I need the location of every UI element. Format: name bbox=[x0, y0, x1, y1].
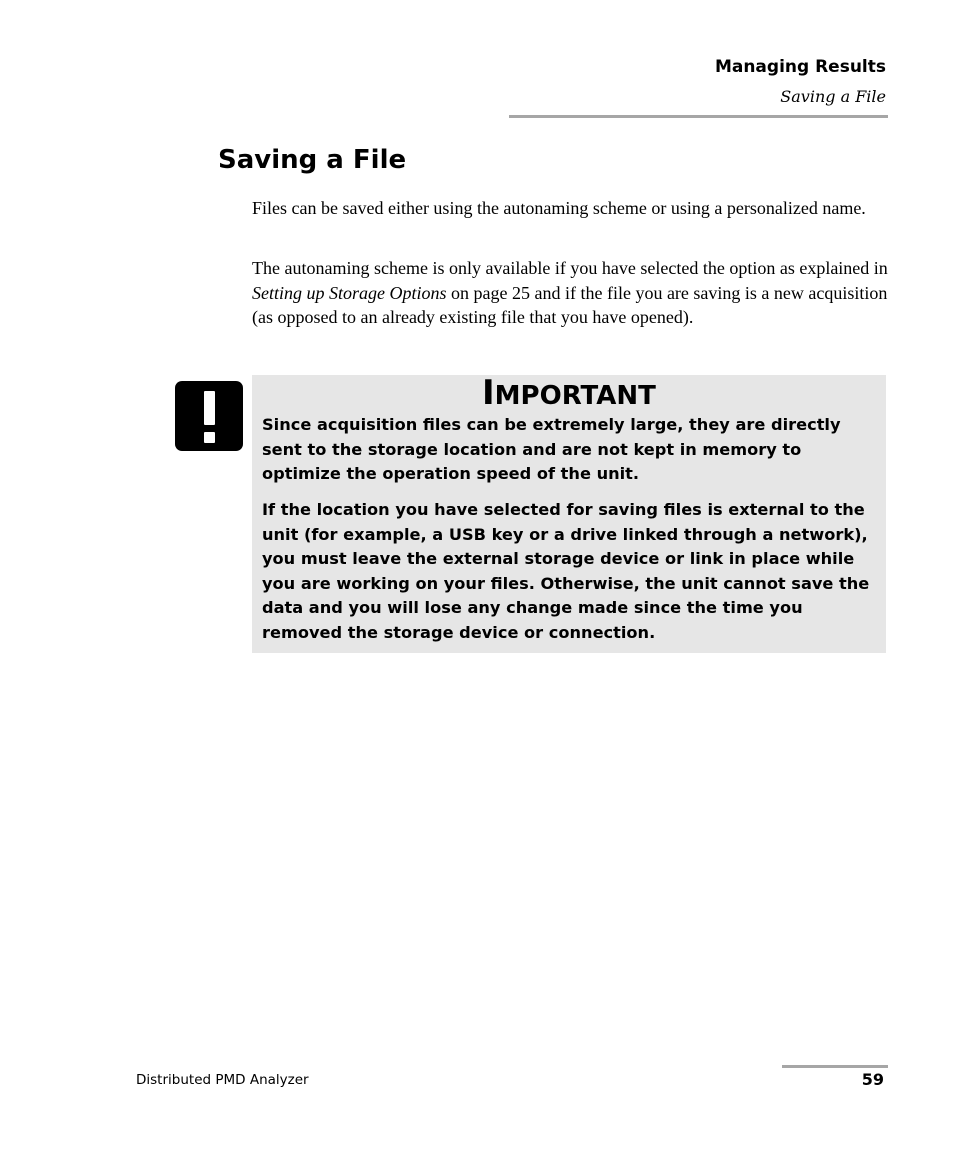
important-paragraph-1: Since acquisition files can be extremely large, they are directly sent to the storage location and are not kept in memory to optimize the operation speed of the unit. bbox=[262, 415, 841, 484]
important-heading bbox=[482, 373, 656, 416]
important-paragraph-2: If the location you have selected for saving files is external to the unit (for example, a USB key or a drive linked through a network), you must leave the external storage device or link in place while you are working on your files. Otherwise, the unit cannot save the data and you will lose any change made since the time you removed the storage device or connection. bbox=[262, 500, 870, 642]
header-rule bbox=[509, 115, 888, 118]
footer-rule bbox=[782, 1065, 888, 1068]
page-number: 59 bbox=[861, 1070, 884, 1089]
body-paragraph-1: Files can be saved either using the autonaming scheme or using a personalized name. bbox=[252, 198, 866, 218]
important-heading-initial: I bbox=[482, 373, 495, 413]
paragraph-2-text-start: The autonaming scheme is only available if you have selected the option as explained in bbox=[252, 258, 888, 278]
footer-product-name: Distributed PMD Analyzer bbox=[136, 1072, 309, 1088]
body-paragraph-2 bbox=[252, 256, 888, 330]
important-heading-rest: MPORTANT bbox=[494, 381, 656, 411]
paragraph-2-text-end: on page 25 and if the file you are saving is a new acquisition (as opposed to an already existing file that you have opened). bbox=[252, 282, 888, 327]
running-header-section: Saving a File bbox=[780, 87, 886, 106]
exclamation-icon bbox=[175, 381, 243, 451]
page-title: Saving a File bbox=[218, 145, 407, 175]
cross-reference-link[interactable]: Setting up Storage Options bbox=[252, 282, 447, 303]
running-header-chapter: Managing Results bbox=[714, 57, 886, 77]
